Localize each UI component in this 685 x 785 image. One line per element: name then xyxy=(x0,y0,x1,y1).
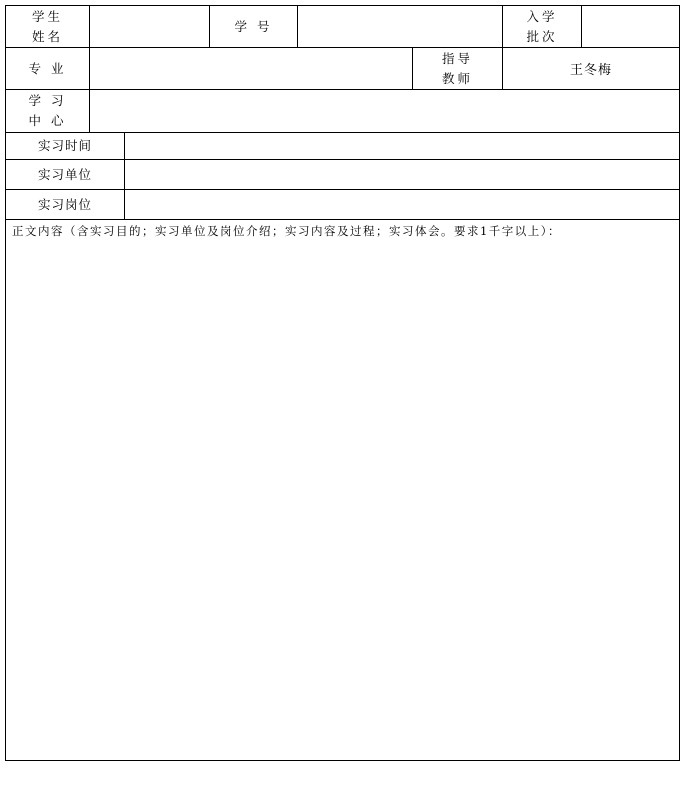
internship-unit-field[interactable] xyxy=(124,159,680,190)
report-body-prompt: 正文内容（含实习目的；实习单位及岗位介绍；实习内容及过程；实习体会。要求1千字以上）： xyxy=(12,224,562,238)
advisor-label-line2: 教师 xyxy=(441,70,473,86)
major-label-text: 专 业 xyxy=(28,60,67,76)
enrollment-batch-label-line2: 批次 xyxy=(526,28,558,44)
study-center-label-line2: 中 心 xyxy=(28,113,67,128)
internship-post-label xyxy=(5,189,125,220)
internship-time-field[interactable] xyxy=(124,132,680,160)
study-center-label xyxy=(5,89,90,133)
internship-post-field[interactable] xyxy=(124,189,680,220)
student-name-field[interactable] xyxy=(89,5,210,48)
study-center-field[interactable] xyxy=(89,89,680,133)
report-body-area[interactable] xyxy=(5,219,680,761)
advisor-field[interactable] xyxy=(502,47,680,90)
student-name-label-line1: 学生 xyxy=(31,8,63,24)
internship-unit-label-text: 实习单位 xyxy=(37,166,92,182)
internship-post-label-text: 实习岗位 xyxy=(37,196,92,212)
internship-report-form xyxy=(5,5,680,761)
major-label xyxy=(5,47,90,90)
advisor-value: 王冬梅 xyxy=(569,63,612,78)
internship-unit-label xyxy=(5,159,125,190)
student-name-label xyxy=(5,5,90,48)
enrollment-batch-label xyxy=(502,5,582,48)
internship-time-label xyxy=(5,132,125,160)
advisor-label xyxy=(412,47,503,90)
enrollment-batch-field[interactable] xyxy=(581,5,680,48)
student-id-field[interactable] xyxy=(297,5,503,48)
student-id-label xyxy=(209,5,298,48)
internship-time-label-text: 实习时间 xyxy=(37,138,92,153)
enrollment-batch-label-line1: 入学 xyxy=(526,8,558,24)
major-field[interactable] xyxy=(89,47,413,90)
study-center-label-line1: 学 习 xyxy=(28,93,67,108)
student-id-label-text: 学 号 xyxy=(234,18,273,34)
advisor-label-line1: 指导 xyxy=(441,50,473,66)
student-name-label-line2: 姓名 xyxy=(31,28,63,44)
